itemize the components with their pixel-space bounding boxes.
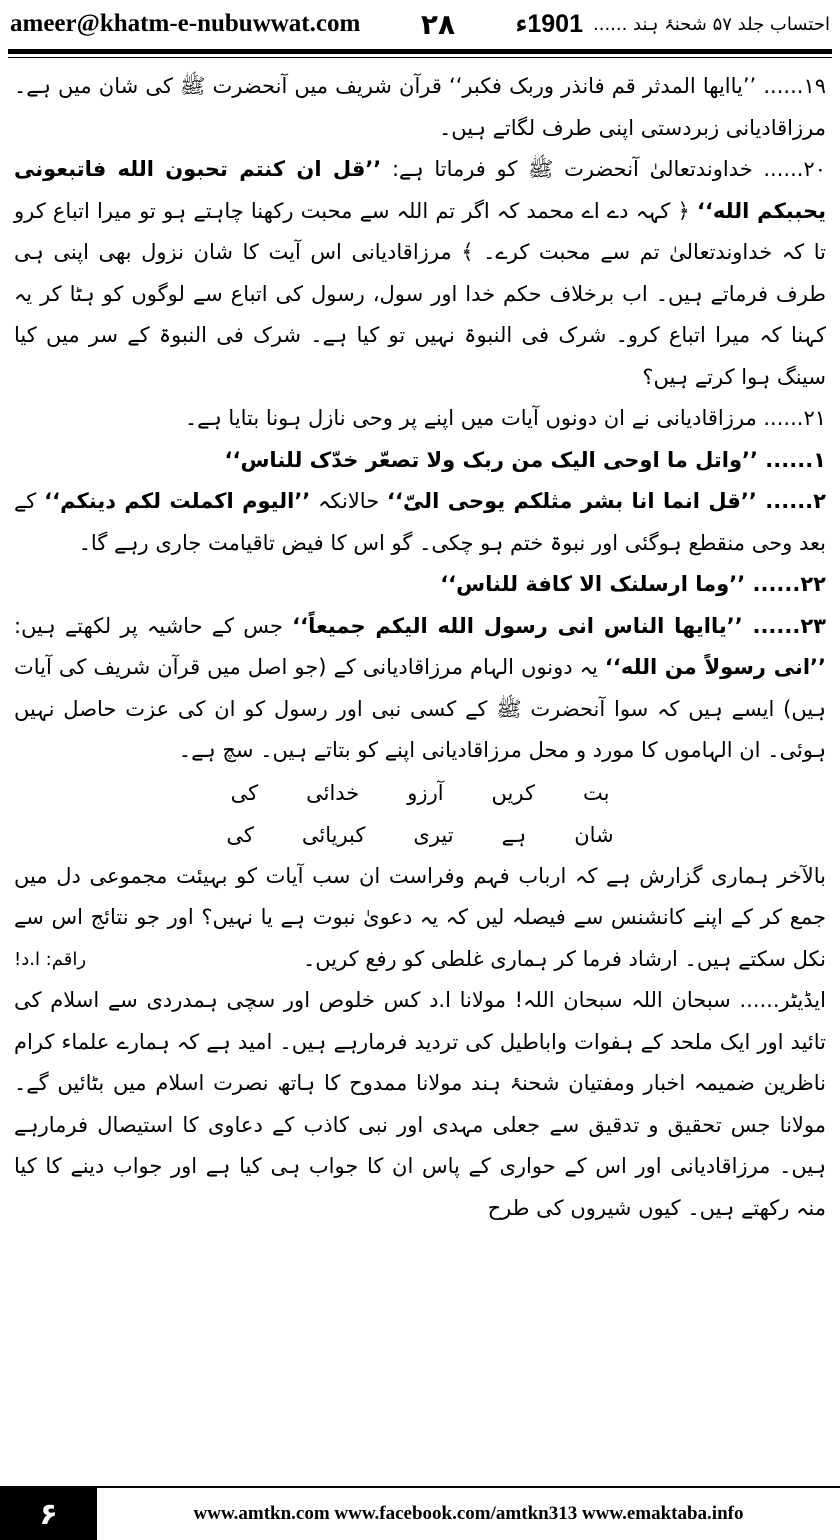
page-header (10, 0, 830, 48)
poem-line-1 (14, 772, 826, 814)
quran-verse-21-2: ۲...... ’’قل انما انا بشر مثلکم یوحی الیّ‘‘ (386, 489, 826, 513)
page-footer (0, 1488, 840, 1540)
quran-verse-23b: ’’انی رسولاً من الله‘‘ (604, 655, 826, 679)
paragraph-21-2 (14, 481, 826, 564)
signature: راقم: ا.د! (14, 948, 87, 970)
quran-verse-22: ۲۲...... ’’وما ارسلنک الا کافة للناس‘‘ (440, 572, 826, 596)
header-rule-thick (8, 49, 832, 54)
poem-word: کی (230, 780, 259, 805)
poem-word: شان (574, 822, 614, 847)
paragraph-23-mid: جس کے حاشیہ پر لکھتے ہیں: (14, 613, 283, 638)
quran-verse-20: ’’قل ان کنتم تحبون الله فاتبعونی یحببکم الله‘‘ (14, 157, 826, 223)
editor-note: ایڈیٹر...... سبحان اللہ سبحان اللہ! مولانا ا.د کس خلوص اور سچی ہمدردی سے اسلام کی تائید اور ایک ملحد کے ہفوات واباطیل کی تردید فرمارہے ہیں۔ امید ہے کہ ہمارے علماء کرام ناظرین ضمیمہ اخبار ومفتیان شحنۂ ہند مولانا ممدوح کا ہاتھ نصرت اسلام میں بٹائیں گے۔ مولانا جس تحقیق و تدقیق سے جعلی مہدی اور نبی کاذب کے دعاوی کا استیصال فرمارہے ہیں۔ مرزاقادیانی اور اس کے حواری کے پاس ان کا جواب ہی کیا ہے اور جواب دینے کا کیا منہ رکھتے ہیں۔ کیوں شیروں کی طرح (14, 988, 826, 1220)
paragraph-21-2-end: کے بعد وحی منقطع ہوگئی اور نبوۃ ختم ہو چکی۔ گو اس کا فیض تاقیامت جاری رہے گا۔ (14, 489, 826, 555)
paragraph-20-intro: ۲۰...... خداوندتعالیٰ آنحضرت ﷺ کو فرماتا ہے: (391, 157, 826, 181)
poem-word: خدائی (306, 780, 360, 805)
paragraph-23 (14, 606, 826, 772)
poem-word: کریں (491, 780, 535, 805)
poem-word: بت (582, 780, 610, 805)
closing-text: بالآخر ہماری گزارش ہے کہ ارباب فہم وفراست ان سب آیات کو بہیئت مجموعی دل میں جمع کر کے اپنے کانشنس سے فیصلہ لیں کہ یہ دعویٰ نبوت ہے یا نہیں؟ اور جو نتائج اس سے نکل سکتے ہیں۔ ارشاد فرما کر ہماری غلطی کو رفع کریں۔ (14, 863, 826, 971)
quran-verse-21-2b: ’’الیوم اکملت لکم دینکم‘‘ (44, 489, 311, 513)
paragraph-20-body: ﴿ کہہ دے اے محمد کہ اگر تم اللہ سے محبت رکھنا چاہتے ہو تو میرا اتباع کرو تا کہ خداوندتعالیٰ تم سے محبت کرے۔ ﴾ مرزاقادیانی اس آیت کا شان نزول بھی اپنی ہی طرف فرماتے ہیں۔ اب برخلاف حکم خدا اور سول، رسول کی اتباع سے لوگوں کو ہٹا کر یہ کہنا کہ میرا اتباع کرو۔ شرک فی النبوۃ نہیں تو کیا ہے۔ شرک فی النبوۃ کے سر میں کیا سینگ ہوا کرتے ہیں؟ (14, 198, 826, 389)
quran-verse-23: ۲۳...... ’’یاایھا الناس انی رسول الله الیکم جمیعاً‘‘ (292, 613, 826, 638)
footer-page-box: ۶ (0, 1488, 97, 1540)
closing-paragraph (14, 856, 826, 981)
footer-links: www.amtkn.com www.facebook.com/amtkn313 www.emaktaba.info (193, 1503, 744, 1524)
quran-verse-21-1: ۱...... ’’واتل ما اوحی الیک من ربک ولا تصعّر خدّک للناس‘‘ (224, 447, 826, 472)
header-year: 1901ء (515, 10, 583, 38)
paragraph-19: ۱۹...... ’’یاایھا المدثر قم فانذر وربک فکبر‘‘ قرآن شریف میں آنحضرت ﷺ کی شان میں ہے۔ مرزاقادیانی زبردستی اپنی طرف لگاتے ہیں۔ (14, 74, 826, 140)
paragraph-21-2-mid: حالانکہ (318, 489, 380, 513)
header-page-number: ۲۸ (420, 7, 456, 41)
header-rule-thin (8, 57, 832, 58)
poem-word: کی (226, 822, 254, 847)
poem-word: ہے (501, 822, 527, 847)
header-title-group (516, 9, 830, 39)
poem-word: کبریائی (301, 822, 366, 847)
header-title: احتساب جلد ۵۷ شحنۂ ہند ...... (593, 13, 830, 35)
page-content (14, 66, 826, 1436)
paragraph-23-end: یہ دونوں الہام مرزاقادیانی کے (جو اصل میں قرآن شریف کی آیات ہیں) ایسے ہیں کہ سوا آنحضرت ﷺ کے کسی نبی اور رسول کو ان کی عزت حاصل نہیں ہوئی۔ ان الہاموں کا مورد و محل مرزاقادیانی اپنے کو بتاتے ہیں۔ سچ ہے۔ (14, 655, 826, 762)
poem-word: تیری (413, 822, 454, 847)
header-email: ameer@khatm-e-nubuwwat.com (10, 10, 361, 37)
paragraph-21: ۲۱...... مرزاقادیانی نے ان دونوں آیات میں اپنے پر وحی نازل ہونا بتایا ہے۔ (184, 406, 826, 430)
poem-word: آرزو (407, 780, 444, 805)
poem-line-2 (14, 814, 826, 856)
paragraph-20 (14, 149, 826, 398)
